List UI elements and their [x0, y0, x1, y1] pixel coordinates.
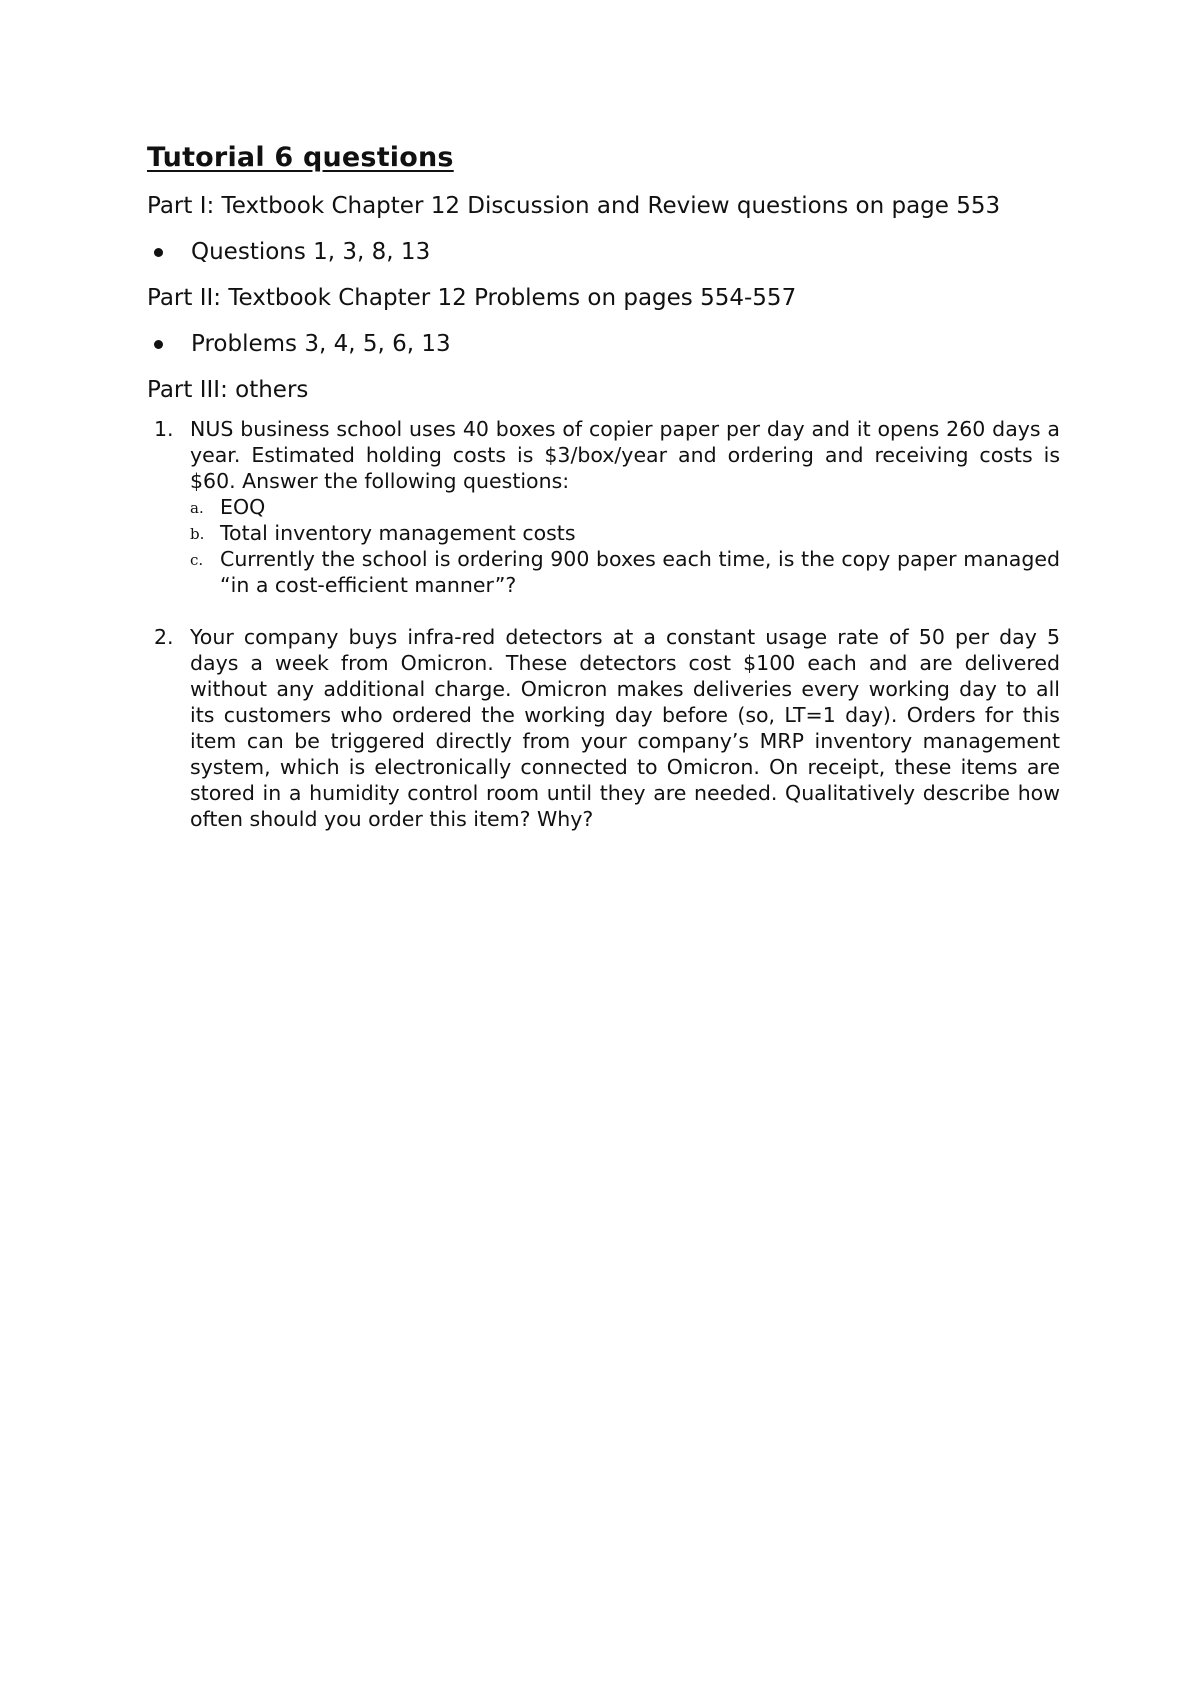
sub-item-marker: c. [190, 551, 204, 569]
sub-item-text: Total inventory management costs [220, 521, 576, 545]
list-spacer [147, 598, 1060, 624]
sub-item-text: EOQ [220, 495, 266, 519]
sub-item-text: Currently the school is ordering 900 boxes each time, is the copy paper managed “in a cost-efficient manner”? [220, 547, 1060, 597]
sub-item-a [190, 494, 1060, 520]
document-content [147, 140, 1060, 832]
question-text: Your company buys infra-red detectors at a constant usage rate of 50 per day 5 days a week from Omicron. These detectors cost $100 each and are delivered without any additional charge. Omicron makes deliveries every working day to all its customers who ordered the working day before (so, LT=1 day). Orders for this item can be triggered directly from your company’s MRP inventory management system, which is electronically connected to Omicron. On receipt, these items are stored in a humidity control room until they are needed. Qualitatively describe how often should you order this item? Why? [190, 625, 1060, 831]
sub-item-marker: b. [190, 525, 205, 543]
bullet-icon [154, 340, 163, 349]
part3-heading: Part III: others [147, 377, 309, 403]
sub-item-b [190, 520, 1060, 546]
part1-heading: Part I: Textbook Chapter 12 Discussion and Review questions on page 553 [147, 193, 1001, 219]
part2-heading: Part II: Textbook Chapter 12 Problems on pages 554-557 [147, 285, 797, 311]
question-number: 2. [154, 625, 174, 649]
bullet-icon [154, 248, 163, 257]
sub-item-marker: a. [190, 499, 204, 517]
part1-bullet-text: Questions 1, 3, 8, 13 [191, 239, 431, 265]
document-title: Tutorial 6 questions [147, 142, 454, 173]
part2-bullet-item [147, 328, 1060, 360]
question-item-2 [147, 624, 1060, 832]
part1-bullet-list [147, 236, 1060, 268]
question-number: 1. [154, 417, 174, 441]
part2-bullet-list [147, 328, 1060, 360]
question-item-1 [147, 416, 1060, 598]
question-text: NUS business school uses 40 boxes of copier paper per day and it opens 260 days a year. Estimated holding costs is $3/box/year and ordering and receiving costs is $60. Answer the following questions: [190, 417, 1060, 493]
part3-question-list [147, 416, 1060, 832]
part1-bullet-item [147, 236, 1060, 268]
sub-item-c [190, 546, 1060, 598]
question-1-sublist [190, 494, 1060, 598]
part2-bullet-text: Problems 3, 4, 5, 6, 13 [191, 331, 451, 357]
